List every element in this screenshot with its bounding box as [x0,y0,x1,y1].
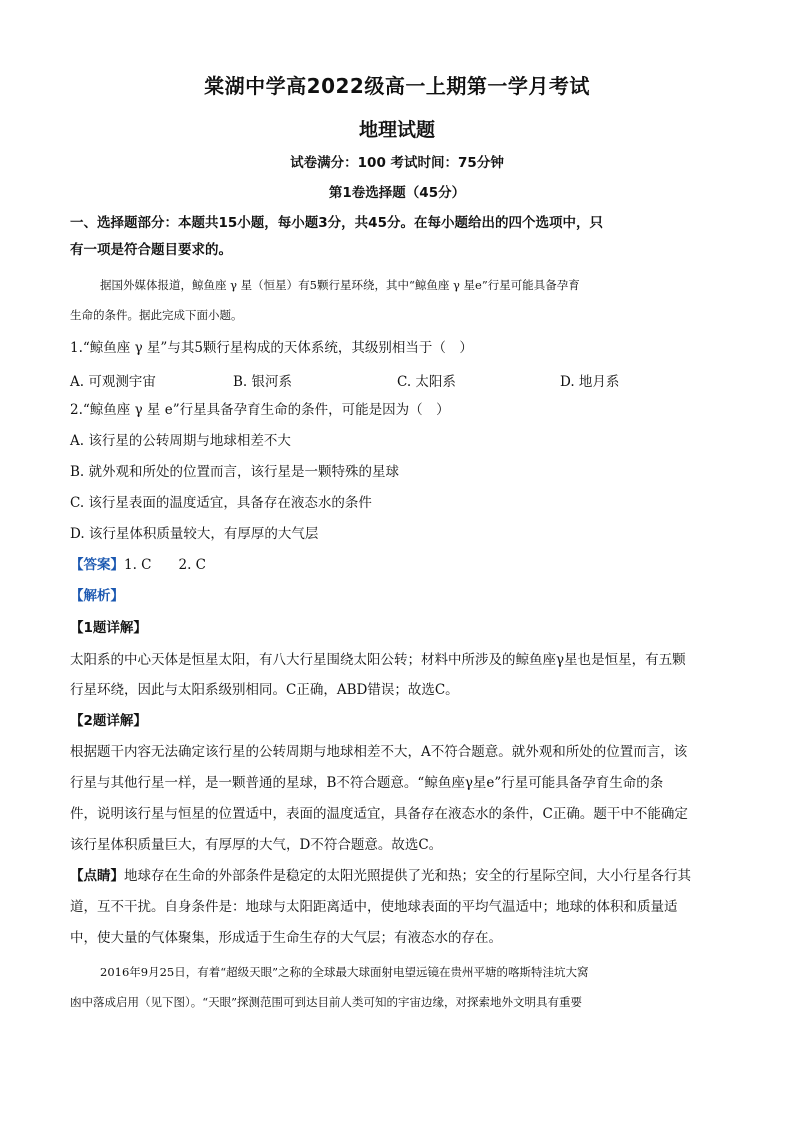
detail-2-line-3: 件，说明该行星与恒星的位置适中，表面的温度适宜，具备存在液态水的条件，C正确。题干中不能确定 [70,806,688,822]
analysis-tag: 【解析】 [70,588,124,604]
question-1-option-c: C. 太阳系 [397,374,456,390]
detail-2-line-2: 行星与其他行星一样，是一颗普通的星球，B不符合题意。“鲸鱼座γ星e”行星可能具备孕育生命的条 [70,775,664,791]
detail-2-line-4: 该行星体积质量巨大，有厚厚的大气，D不符合题意。故选C。 [70,837,443,853]
exam-info: 试卷满分：100 考试时间：75分钟 [290,155,504,171]
question-1-stem: 1.“鲸鱼座 γ 星”与其5颗行星构成的天体系统，其级别相当于（ ） [70,340,473,356]
detail-2-heading [70,711,730,731]
question-2-option-d: D. 该行星体积质量较大，有厚厚的大气层 [70,526,319,542]
material-2-line-1: 2016年9月25日，有着“超级天眼”之称的全球最大球面射电望远镜在贵州平塘的喀斯特洼坑大窝 [100,965,589,979]
material-1-line-2: 生命的条件。据此完成下面小题。 [70,308,243,322]
key-point-line-3: 中，使大量的气体聚集，形成适于生命生存的大气层；有液态水的存在。 [70,930,502,946]
detail-2-line-1: 根据题干内容无法确定该行星的公转周期与地球相差不大，A不符合题意。就外观和所处的位置而言，该 [70,744,688,760]
detail-1-tag: 【1题详解】 [70,620,147,636]
detail-1-heading [70,618,730,638]
material-2-line-2: 凼中落成启用（见下图）。“天眼”探测范围可到达目前人类可知的宇宙边缘，对探索地外文明具有重要 [70,995,583,1009]
answer-line [70,555,730,575]
question-1-options [70,370,730,390]
key-point-tag: 【点睛】 [70,868,124,884]
exam-title: 棠湖中学高2022级高一上期第一学月考试 [204,74,590,98]
instructions-line-1: 一、选择题部分：本题共15小题，每小题3分，共45分。在每小题给出的四个选项中，只 [70,215,603,231]
question-1-option-d: D. 地月系 [560,374,620,390]
question-2-stem: 2.“鲸鱼座 γ 星 e”行星具备孕育生命的条件，可能是因为（ ） [70,402,450,418]
key-point-line-1 [70,866,730,886]
question-1-option-a: A. 可观测宇宙 [70,374,156,390]
answer-text: 1. C 2. C [124,557,207,573]
instructions-line-2: 有一项是符合题目要求的。 [70,242,232,258]
answer-tag: 【答案】 [70,557,124,573]
key-point-line-2: 道，互不干扰。自身条件是：地球与太阳距离适中，使地球表面的平均气温适中；地球的体积和质量适 [70,899,678,915]
detail-1-line-2: 行星环绕，因此与太阳系级别相同。C正确，ABD错误；故选C。 [70,682,459,698]
question-2-option-a: A. 该行星的公转周期与地球相差不大 [70,433,291,449]
question-1-option-b: B. 银河系 [233,374,293,390]
detail-1-line-1: 太阳系的中心天体是恒星太阳，有八大行星围绕太阳公转；材料中所涉及的鲸鱼座γ星也是恒星，有五颗 [70,652,686,668]
key-point-text-1: 地球存在生命的外部条件是稳定的太阳光照提供了光和热；安全的行星际空间，大小行星各行其 [124,868,691,884]
detail-2-tag: 【2题详解】 [70,713,147,729]
material-1-line-1: 据国外媒体报道，鲸鱼座 γ 星（恒星）有5颗行星环绕，其中“鲸鱼座 γ 星e”行星可能具备孕育 [100,278,580,292]
analysis-line [70,586,730,606]
subject-title: 地理试题 [358,119,435,141]
question-2-option-c: C. 该行星表面的温度适宜，具备存在液态水的条件 [70,495,372,511]
question-2-option-b: B. 就外观和所处的位置而言，该行星是一颗特殊的星球 [70,464,400,480]
section-title: 第1卷选择题（45分） [328,185,466,201]
